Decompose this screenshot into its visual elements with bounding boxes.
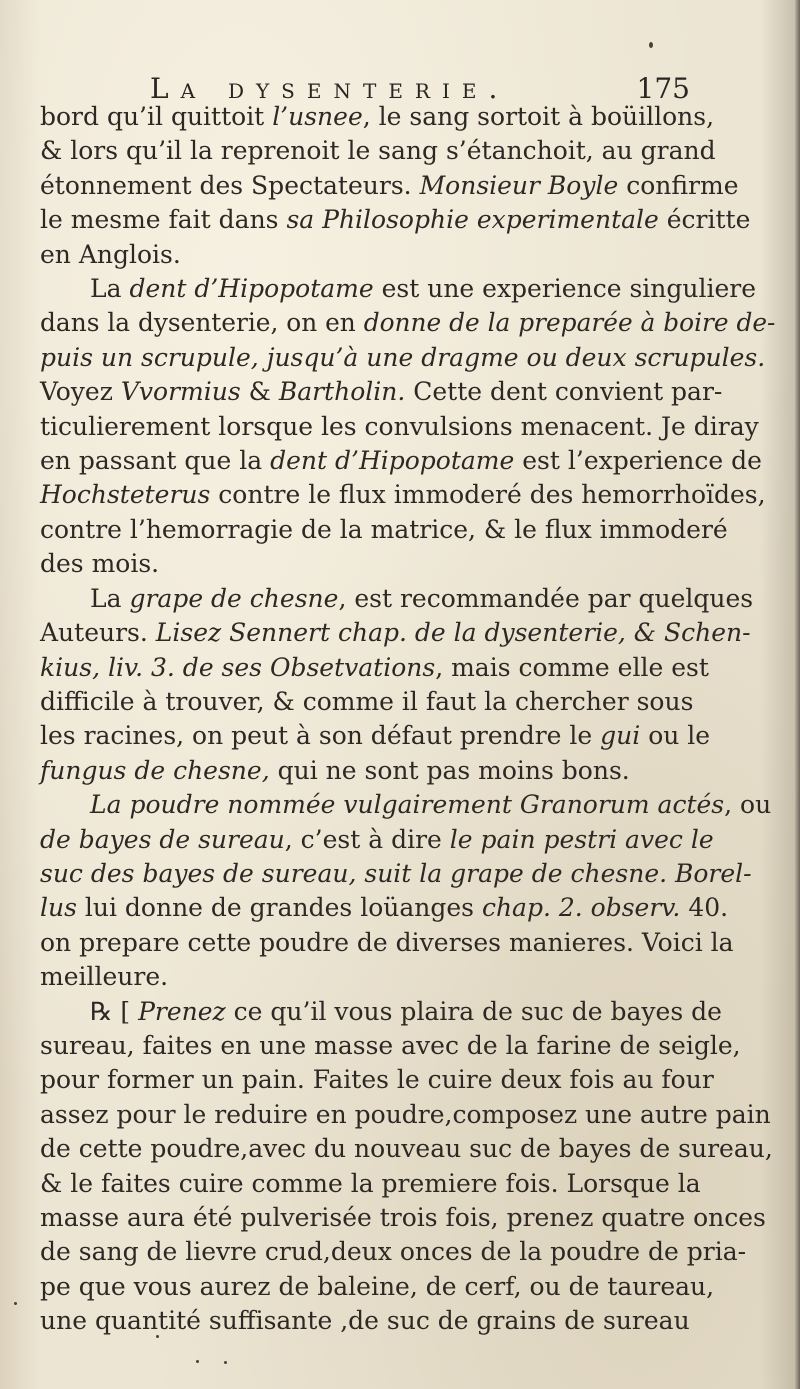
italic-text: puis un scrupule, jusqu’à une dragme ou deux scrupules. (40, 342, 766, 372)
text-line (40, 1063, 775, 1097)
italic-text: Prenez (138, 996, 226, 1026)
italic-text: le pain pestri avec le (449, 824, 714, 854)
page-edge-shadow (795, 0, 800, 1389)
text-run: , mais comme elle est (435, 652, 709, 682)
text-line (40, 375, 775, 409)
text-run: en Anglois. (40, 239, 181, 269)
text-run: des mois. (40, 549, 160, 579)
text-run: meilleure. (40, 962, 169, 992)
text-run: ou le (640, 721, 711, 751)
page-number: 175 (636, 72, 690, 105)
text-run: 40. (680, 893, 729, 923)
text-line (40, 238, 775, 272)
italic-text: Hochsteterus (40, 480, 211, 510)
text-line (40, 1235, 775, 1269)
text-run: , est recommandée par quelques (338, 583, 754, 613)
text-line (40, 857, 775, 891)
text-run: étonnement des Spectateurs. (40, 170, 420, 200)
italic-text: Lisez Sennert chap. de la dysenterie, & Schen- (155, 618, 751, 648)
text-line (40, 582, 775, 616)
ink-speck (14, 1302, 17, 1305)
text-run: difficile à trouver, & comme il faut la chercher sous (40, 686, 694, 716)
text-run: le mesme fait dans (40, 205, 287, 235)
italic-text: dent d’Hipopotame (270, 446, 515, 476)
text-run: Cette dent convient par- (405, 377, 723, 407)
text-run: Voyez (40, 377, 121, 407)
text-run: assez pour le reduire en poudre,composez une autre pain (40, 1099, 771, 1129)
text-line (40, 478, 775, 512)
text-run: & (240, 377, 279, 407)
text-run: , c’est à dire (284, 824, 450, 854)
text-line (40, 1304, 775, 1338)
text-run: lui donne de grandes loüanges (76, 893, 482, 923)
text-run: & le faites cuire comme la premiere fois. Lorsque la (40, 1168, 701, 1198)
text-line (40, 823, 775, 857)
text-run: contre l’hemorragie de la matrice, & le flux immoderé (40, 514, 728, 544)
text-line (40, 1167, 775, 1201)
text-run: qui ne sont pas moins bons. (269, 755, 630, 785)
ink-speck (196, 1360, 199, 1363)
text-run: pour former un pain. Faites le cuire deux fois au four (40, 1065, 714, 1095)
text-run: Auteurs. (40, 618, 156, 648)
running-title: La dysenterie. (150, 72, 510, 105)
italic-text: sa Philosophie experimentale (286, 205, 659, 235)
text-run: dans la dysenterie, on en (40, 308, 364, 338)
text-line (40, 100, 775, 134)
text-line (40, 719, 775, 753)
text-run: contre le flux immoderé des hemorrhoïdes, (210, 480, 766, 510)
italic-text: suc des bayes de sureau, suit la grape de chesne. Borel- (40, 858, 752, 888)
text-line (40, 685, 775, 719)
italic-text: grape de chesne (129, 583, 339, 613)
italic-text: Monsieur Boyle (419, 170, 619, 200)
text-line (40, 1098, 775, 1132)
text-run: pe que vous aurez de baleine, de cerf, ou de taureau, (40, 1271, 715, 1301)
text-run: de cette poudre,avec du nouveau suc de bayes de sureau, (40, 1134, 773, 1164)
text-run: les racines, on peut à son défaut prendre le (40, 721, 601, 751)
text-line (40, 1132, 775, 1166)
text-run: sureau, faites en une masse avec de la farine de seigle, (40, 1030, 741, 1060)
italic-text: l’usnee (272, 102, 363, 131)
text-run: de sang de lievre crud,deux onces de la poudre de pria- (40, 1237, 747, 1267)
text-run: bord qu’il quittoit (40, 102, 273, 131)
italic-text: de bayes de sureau (40, 824, 285, 854)
text-line (40, 891, 775, 925)
italic-text: donne de la preparée à boire de- (363, 308, 776, 338)
italic-text: Vvormius (120, 377, 241, 407)
text-line (40, 1029, 775, 1063)
text-line (40, 547, 775, 581)
text-run: est l’experience de (514, 446, 762, 476)
text-line (40, 995, 775, 1029)
text-line (40, 203, 775, 237)
text-line (40, 651, 775, 685)
text-line (40, 134, 775, 168)
text-run: , ou (724, 790, 772, 820)
ink-speck (156, 1335, 159, 1338)
text-run: masse aura été pulverisée trois fois, prenez quatre onces (40, 1203, 766, 1232)
italic-text: dent d’Hipopotame (129, 274, 374, 304)
text-line (40, 616, 775, 650)
text-line (40, 1201, 775, 1235)
text-line (40, 513, 775, 547)
text-run: ℞ [ (40, 996, 139, 1026)
italic-text: lus (40, 893, 77, 923)
text-line (40, 169, 775, 203)
italic-text: Bartholin. (278, 377, 406, 407)
italic-text: kius, liv. 3. de ses Obsetvations (40, 652, 436, 682)
text-run: écritte (658, 205, 751, 235)
text-line (40, 306, 776, 340)
text-line (40, 788, 775, 822)
text-run: est une experience singuliere (373, 274, 757, 304)
text-line (40, 444, 775, 478)
text-run: en passant que la (40, 446, 271, 476)
text-line (40, 926, 775, 960)
text-run: ce qu’il vous plaira de suc de bayes de (225, 996, 722, 1026)
text-line (40, 754, 775, 788)
text-run: La (40, 274, 130, 304)
italic-text: La poudre nommée vulgairement Granorum actés (40, 790, 725, 820)
body-text (40, 100, 775, 1339)
text-run: La (40, 583, 130, 613)
text-line (40, 1270, 775, 1304)
italic-text: fungus de chesne, (40, 755, 270, 785)
italic-text: gui (600, 721, 641, 751)
text-run: , le sang sortoit à boüillons, (362, 102, 715, 131)
text-run: une quantité suffisante ,de suc de grains de sureau (40, 1306, 690, 1336)
text-line (40, 341, 775, 375)
ink-speck (224, 1361, 227, 1364)
italic-text: chap. 2. observ. (481, 893, 681, 923)
text-line (40, 410, 775, 444)
text-run: & lors qu’il la reprenoit le sang s’étanchoit, au grand (40, 136, 716, 166)
text-line (40, 272, 775, 306)
text-line (40, 960, 775, 994)
text-run: confirme (618, 170, 739, 200)
ink-speck (649, 42, 653, 48)
text-run: on prepare cette poudre de diverses manieres. Voici la (40, 927, 734, 957)
text-run: ticulierement lorsque les convulsions menacent. Je diray (40, 411, 759, 441)
